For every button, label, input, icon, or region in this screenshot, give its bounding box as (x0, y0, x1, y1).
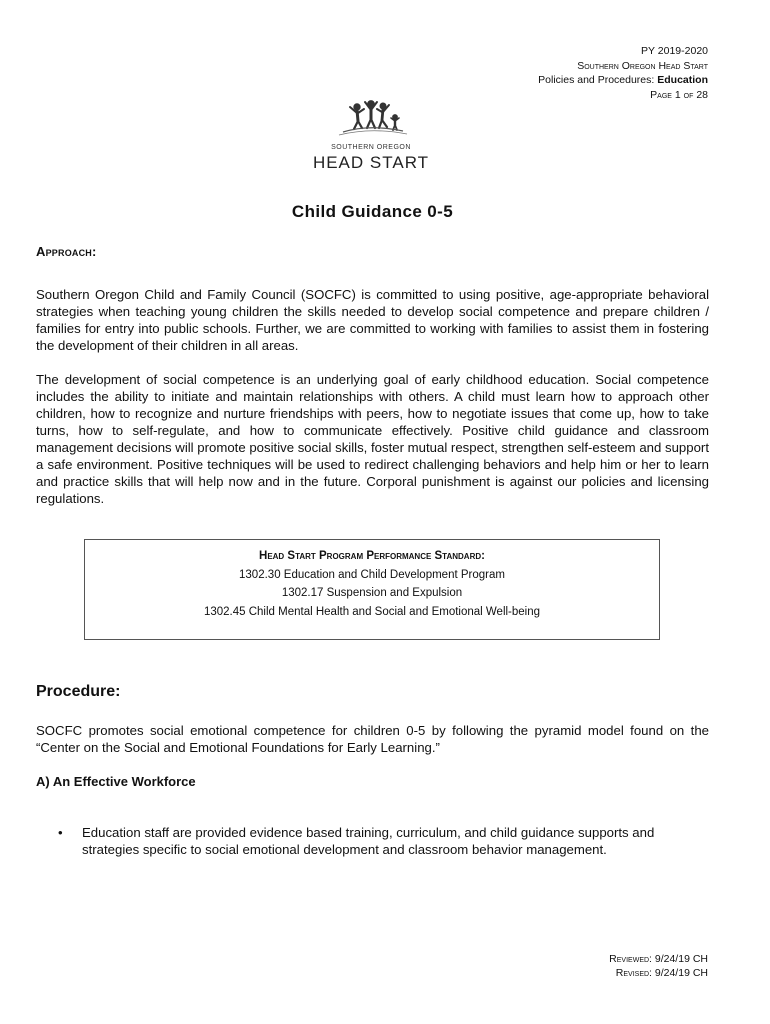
performance-standards-box (84, 539, 660, 640)
page-footer (609, 952, 708, 980)
procedure-heading: Procedure: (36, 683, 121, 700)
page-number (538, 88, 708, 103)
approach-paragraph-1: Southern Oregon Child and Family Council (SOCFC) is committed to using positive, age-appropriate behavioral strategies when teaching young children the skills needed to develop social competence and prepare children / families for entry into public schools. Further, we are committed to working with families to assist them in fostering the development of their children in all areas. (36, 287, 709, 353)
page-header (538, 44, 708, 102)
policies-line (538, 73, 708, 88)
logo-main-text: HEAD START (312, 153, 430, 172)
policies-prefix: Policies and Procedures: (538, 74, 658, 86)
policies-section: Education (657, 74, 708, 86)
page-title: Child Guidance 0-5 (291, 202, 454, 221)
organization-name: Southern Oregon Head Start (577, 59, 708, 72)
standard-item: 1302.45 Child Mental Health and Social and Emotional Well-being (203, 605, 541, 618)
children-figures-icon (309, 98, 433, 172)
program-year: PY 2019-2020 (641, 45, 708, 57)
head-start-logo (309, 98, 433, 172)
bullet-text: Education staff are provided evidence based training, curriculum, and child guidance supports and strategies specific to social emotional development and classroom behavior management. (82, 825, 655, 857)
page-current: 1 (674, 88, 681, 101)
section-a-heading: A) An Effective Workforce (36, 774, 196, 789)
logo-top-text: SOUTHERN OREGON (331, 144, 411, 151)
reviewed-date: Reviewed: 9/24/19 CH (609, 953, 708, 965)
approach-heading: Approach: (36, 244, 97, 259)
page-label: Page (650, 88, 672, 101)
standard-item: 1302.17 Suspension and Expulsion (281, 587, 463, 599)
standard-item: 1302.30 Education and Child Development Program (239, 568, 505, 581)
approach-paragraph-2: The development of social competence is an underlying goal of early childhood education. Social competence includes the ability to initiate and maintain relationships with others. A child must learn how to approach other children, how to recognize and nurture friendships with peers, how to negotiate issues that come up, how to take turns, how to self-regulate, and how to communicate effectively. Positive child guidance and classroom management decisions will promote positive social skills, foster mutual respect, strengthen self-esteem and support a safe environment. Positive techniques will be used to redirect challenging behaviors and help him or her to learn and practice skills that will help now and in the future. Corporal punishment is against our policies and licensing regulations. (36, 372, 709, 506)
revised-date: Revised: 9/24/19 CH (615, 967, 708, 979)
page-of: of (683, 88, 694, 101)
page-total: 28 (696, 88, 708, 101)
procedure-paragraph: SOCFC promotes social emotional competence for children 0-5 by following the pyramid model found on the “Center on the Social and Emotional Foundations for Early Learning.” (36, 723, 709, 755)
bullet-icon: • (58, 825, 63, 840)
standards-heading: Head Start Program Performance Standard: (259, 550, 485, 562)
